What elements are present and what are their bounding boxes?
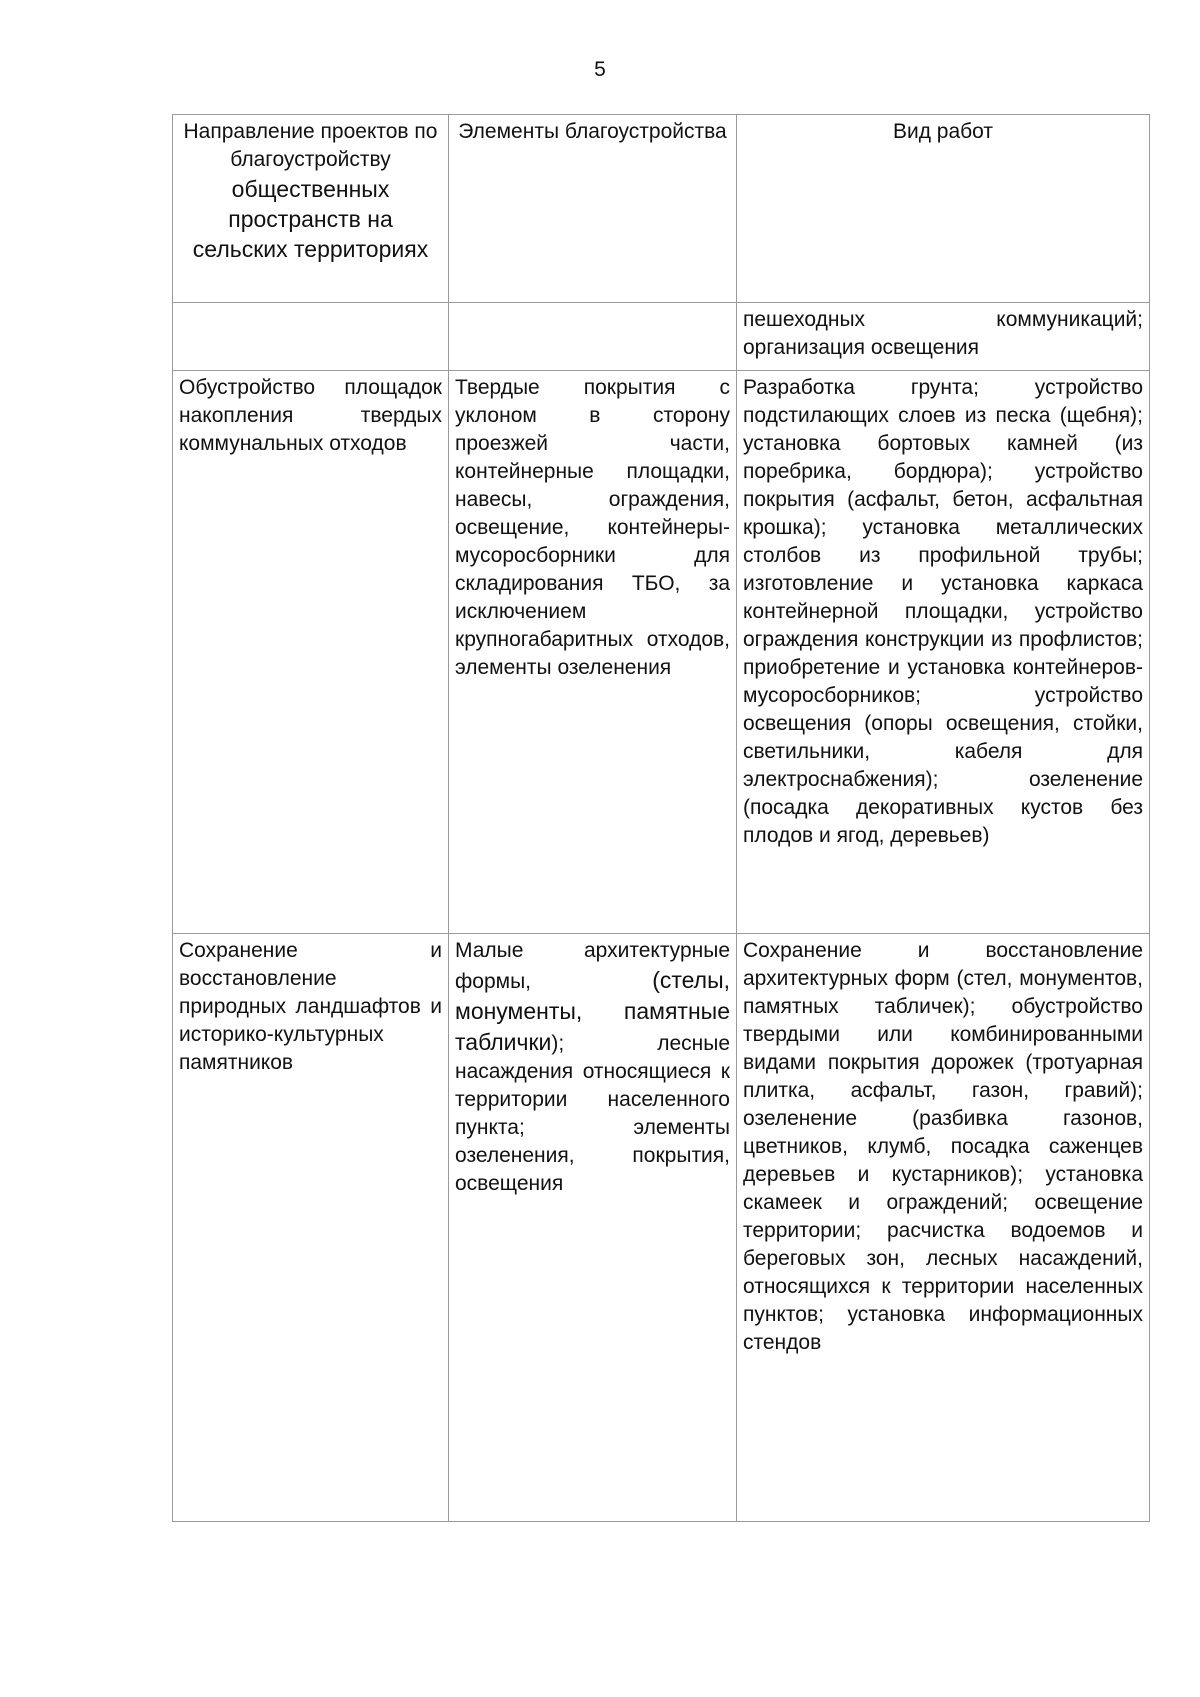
cell-elements-part2: (стелы, монументы, памятные таблички (455, 967, 730, 1055)
header-direction-part2: общественных пространств на сельских территориях (192, 176, 429, 262)
header-works: Вид работ (737, 115, 1150, 303)
table-row (173, 371, 1150, 934)
cell-direction (173, 303, 449, 371)
cell-direction: Сохранение и восстановление природных ландшафтов и историко-культурных памятников (173, 934, 449, 1522)
projects-table (172, 114, 1150, 1522)
cell-elements: Твердые покрытия с уклоном в сторону проезжей части, контейнерные площадки, навесы, ограждения, освещение, контейнеры-мусоросборники для складирования ТБО, за исключением крупногабаритных отходов, элементы озеленения (449, 371, 737, 934)
page-number: 5 (594, 58, 606, 81)
table-row (173, 934, 1150, 1522)
cell-elements (449, 934, 737, 1522)
cell-works: Разработка грунта; устройство подстилающих слоев из песка (щебня); установка бортовых камней (из поребрика, бордюра); устройство покрытия (асфальт, бетон, асфальтная крошка); установка металлических столбов из профильной трубы; изготовление и установка каркаса контейнерной площадки, устройство ограждения конструкции из профлистов; приобретение и установка контейнеров-мусоросборников; устройство освещения (опоры освещения, стойки, светильники, кабеля для электроснабжения); озеленение (посадка декоративных кустов без плодов и ягод, деревьев) (737, 371, 1150, 934)
cell-works: Сохранение и восстановление архитектурных форм (стел, монументов, памятных табличек); обустройство твердыми или комбинированными видами покрытия дорожек (тротуарная плитка, асфальт, газон, гравий); озеленение (разбивка газонов, цветников, клумб, посадка саженцев деревьев и кустарников); установка скамеек и ограждений; освещение территории; расчистка водоемов и береговых зон, лесных насаждений, относящихся к территории населенных пунктов; установка информационных стендов (737, 934, 1150, 1522)
cell-works: пешеходных коммуникаций; организация освещения (737, 303, 1150, 371)
cell-elements (449, 303, 737, 371)
header-elements: Элементы благоустройства (449, 115, 737, 303)
table-header-row (173, 115, 1150, 303)
cell-elements-part3: ); лесные насаждения относящиеся к территории населенного пункта; элементы озеленения, покрытия, освещения (455, 1032, 730, 1195)
header-direction-part1: Направление проектов по благоустройству (183, 120, 438, 171)
table-row (173, 303, 1150, 371)
cell-elements-part1: Малые архитектурные формы, (455, 939, 730, 993)
cell-direction: Обустройство площадок накопления твердых коммунальных отходов (173, 371, 449, 934)
header-direction (173, 115, 449, 303)
